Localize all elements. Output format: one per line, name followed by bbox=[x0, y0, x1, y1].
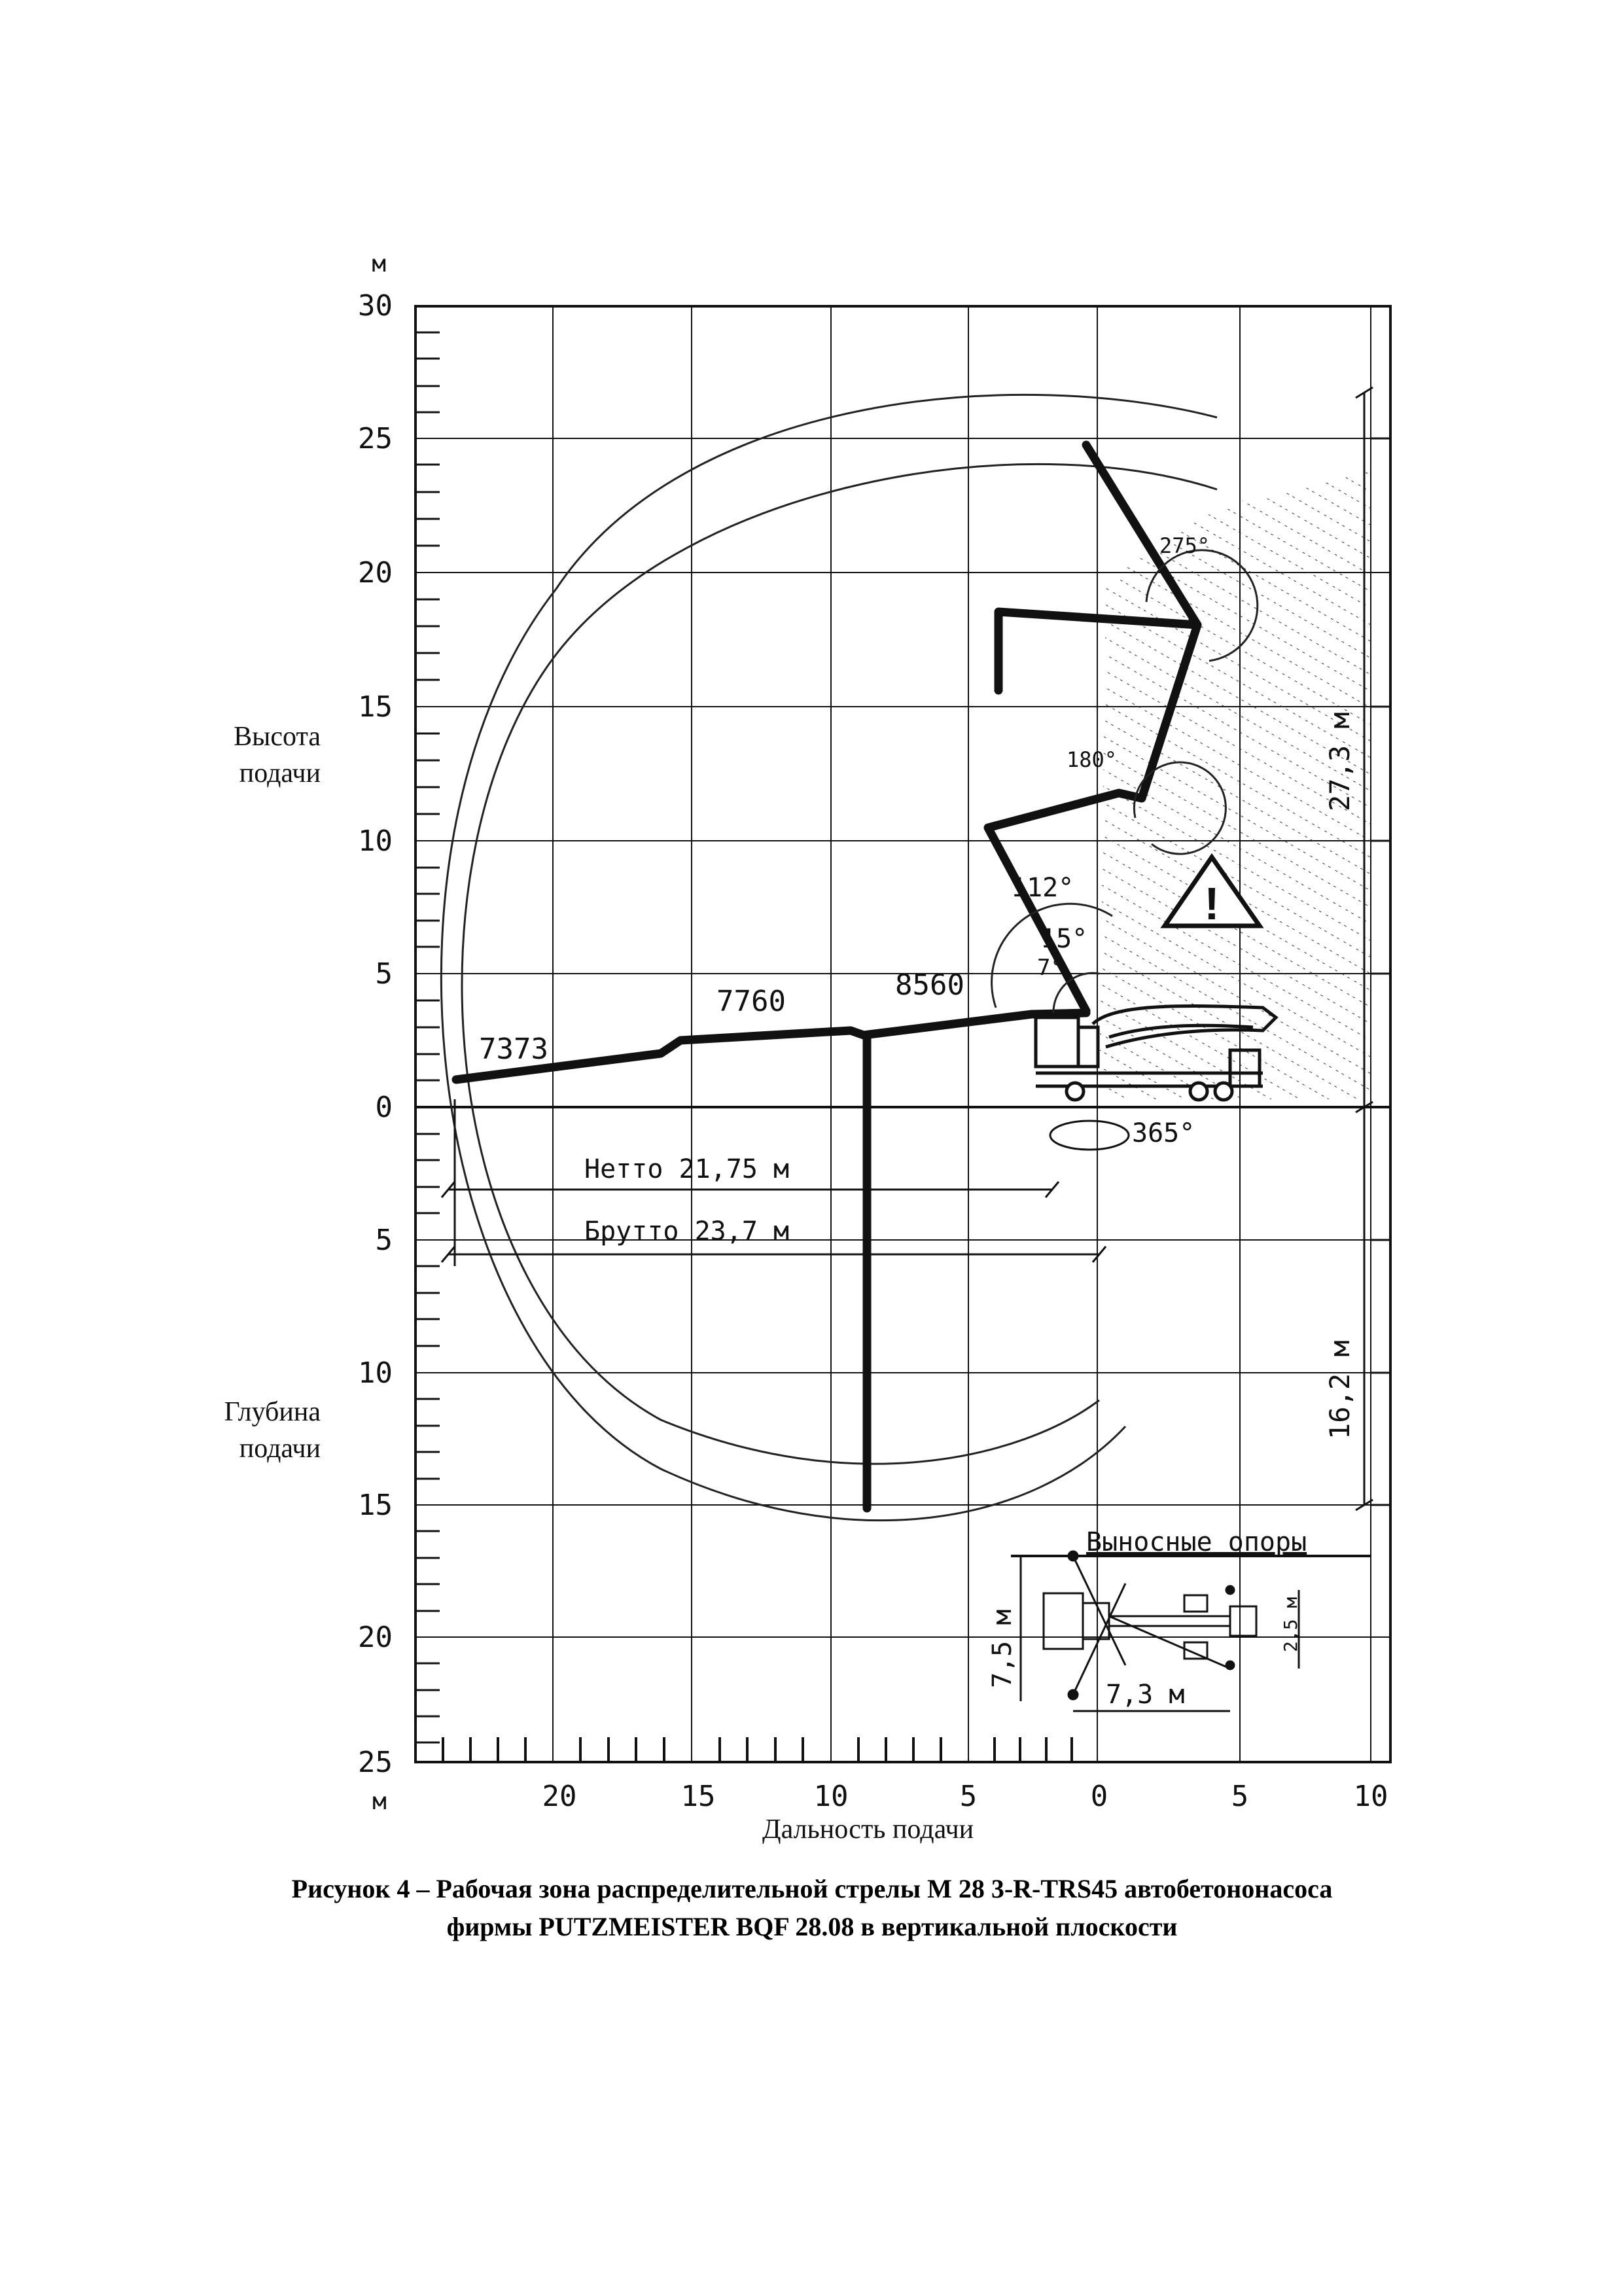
svg-text:0: 0 bbox=[375, 1091, 393, 1124]
outriggers-title: Выносные опоры bbox=[1086, 1527, 1307, 1557]
outriggers-inset bbox=[1011, 1551, 1371, 1711]
svg-text:5: 5 bbox=[959, 1780, 978, 1813]
max-height-label: 27,3 м bbox=[1324, 712, 1356, 811]
angle-112: 112° bbox=[1011, 873, 1074, 903]
outrigger-rear-width: 2,5 м bbox=[1280, 1597, 1301, 1652]
svg-text:10: 10 bbox=[358, 824, 393, 858]
y-axis-labels bbox=[358, 251, 393, 1779]
x-axis-caption: Дальность подачи bbox=[762, 1814, 974, 1845]
figure-caption bbox=[98, 1870, 1526, 1946]
gross-reach-label: Брутто 23,7 м bbox=[584, 1216, 790, 1246]
caption-line-2: фирмы PUTZMEISTER BQF 28.08 в вертикальной плоскости bbox=[446, 1912, 1178, 1941]
svg-text:0: 0 bbox=[1090, 1780, 1108, 1813]
x-axis-labels bbox=[372, 1780, 1388, 1815]
depth-axis-label bbox=[190, 1394, 321, 1467]
svg-text:5: 5 bbox=[375, 1224, 393, 1257]
svg-text:15: 15 bbox=[680, 1780, 716, 1813]
svg-text:15: 15 bbox=[358, 690, 393, 724]
svg-text:!: ! bbox=[1204, 878, 1220, 929]
outrigger-front-width: 7,5 м bbox=[987, 1609, 1017, 1688]
boom bbox=[456, 445, 1197, 1508]
svg-text:20: 20 bbox=[358, 1621, 393, 1654]
angle-15: 15° bbox=[1040, 924, 1088, 954]
svg-text:10: 10 bbox=[358, 1356, 393, 1390]
depth-label-line2: подачи bbox=[239, 1434, 321, 1464]
reach-envelope bbox=[441, 395, 1220, 1520]
svg-text:м: м bbox=[372, 1788, 387, 1815]
svg-text:10: 10 bbox=[1353, 1780, 1388, 1813]
angle-180: 180° bbox=[1067, 747, 1118, 772]
depth-label-line1: Глубина bbox=[224, 1397, 321, 1427]
right-ticks bbox=[1371, 438, 1390, 1505]
bottom-minor-ticks bbox=[443, 1737, 1072, 1762]
max-depth-label: 16,2 м bbox=[1324, 1340, 1356, 1439]
svg-text:м: м bbox=[372, 251, 386, 277]
svg-text:25: 25 bbox=[358, 422, 393, 455]
outrigger-length: 7,3 м bbox=[1106, 1680, 1185, 1710]
section-length-7760: 7760 bbox=[716, 985, 786, 1018]
angle-365: 365° bbox=[1132, 1118, 1195, 1148]
height-label-line1: Высота bbox=[234, 722, 321, 752]
height-label-line2: подачи bbox=[239, 758, 321, 788]
svg-text:5: 5 bbox=[1231, 1780, 1249, 1813]
angle-7: 7° bbox=[1037, 955, 1064, 981]
svg-text:20: 20 bbox=[358, 556, 393, 590]
height-axis-label bbox=[196, 718, 321, 792]
svg-text:5: 5 bbox=[375, 957, 393, 991]
svg-text:25: 25 bbox=[358, 1746, 393, 1779]
svg-text:10: 10 bbox=[813, 1780, 849, 1813]
section-length-8560: 8560 bbox=[895, 968, 964, 1002]
svg-text:30: 30 bbox=[358, 289, 393, 323]
left-minor-ticks bbox=[415, 332, 440, 1742]
net-reach-label: Нетто 21,75 м bbox=[584, 1154, 790, 1184]
section-length-7373: 7373 bbox=[479, 1033, 548, 1066]
svg-text:20: 20 bbox=[542, 1780, 577, 1813]
caption-line-1: Рисунок 4 – Рабочая зона распределительной стрелы М 28 3-R-TRS45 автобетононасоса bbox=[291, 1874, 1333, 1903]
slew-rotation-ellipse bbox=[1050, 1121, 1129, 1150]
angle-275: 275° bbox=[1159, 533, 1210, 558]
svg-text:15: 15 bbox=[358, 1489, 393, 1522]
